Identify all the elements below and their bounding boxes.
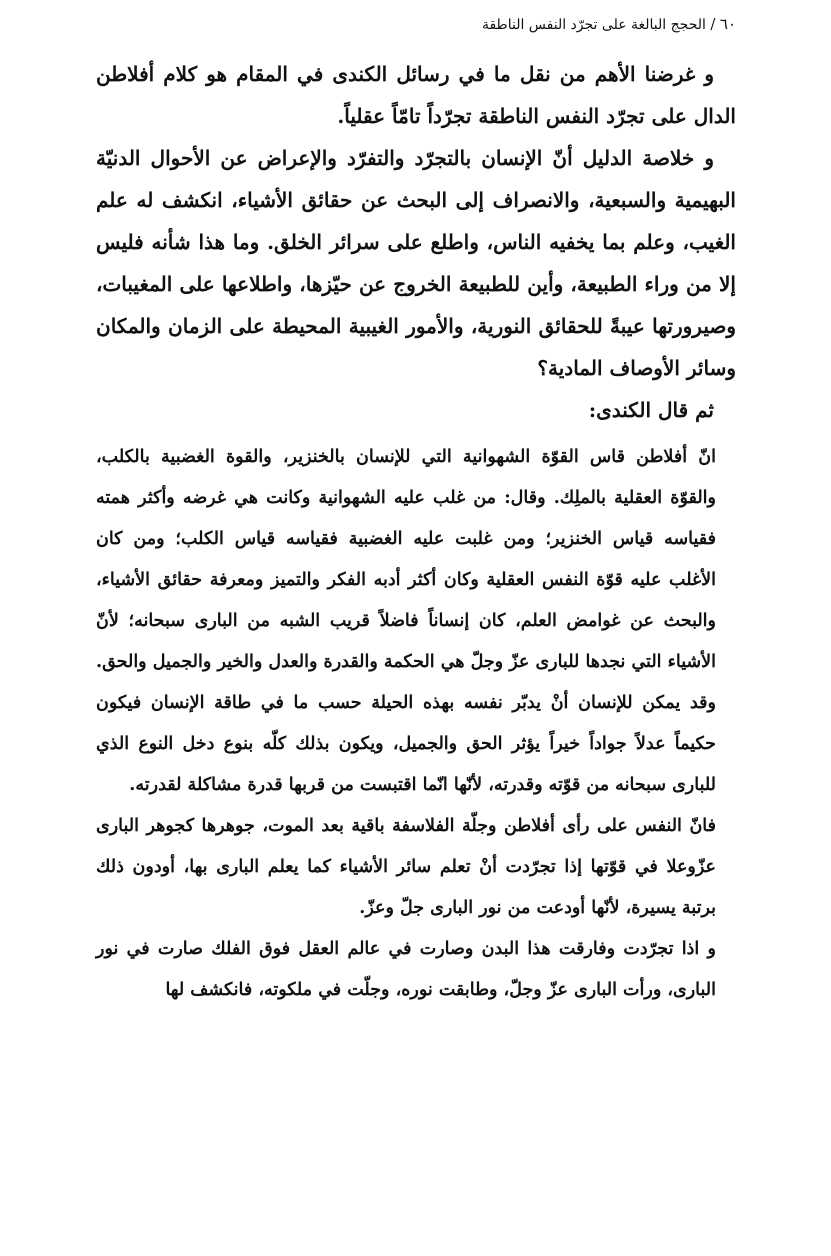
quote-paragraph-soul-survival: فانّ النفس على رأى أفلاطن وجلّة الفلاسفة باقية بعد الموت، جوهرها كجوهر الباری عزّوعلا في قوّتها إذا تجرّدت أنْ تعلم سائر الأشياء كما يعلم الباری بها، أودون ذلك برتبة يسيرة، لأنّها أودعت من نور الباری جلّ وعزّ. <box>96 816 716 918</box>
quote-paragraph-soul-abstraction: و اذا تجرّدت وفارقت هذا البدن وصارت في عالم العقل فوق الفلك صارت في نور الباری، ورأت الباری عزّ وجلّ، وطابقت نوره، وجلّت في ملكوته، فانكشف لها <box>96 939 716 1000</box>
quote-paragraph-plato-forces: انّ أفلاطن قاس القوّة الشهوانية التي للإنسان بالخنزير، والقوة الغضبية بالكلب، والقوّة العقلية بالملِك. وقال: من غلب عليه الشهوانية وكانت هي غرضه وأكثر همته فقياسه قياس الخنزير؛ ومن غلبت عليه الغضبية فقياسه قياس الكلب؛ ومن كان الأغلب عليه قوّة النفس العقلية وكان أكثر أدبه الفكر والتميز ومعرفة حقائق الأشياء، والبحث عن غوامض العلم، كان إنساناً فاضلاً قريب الشبه من الباری سبحانه؛ لأنّ الأشياء التي نجدها للباری عزّ وجلّ هي الحكمة والقدرة والعدل والخير والجميل والحق. وقد يمكن للإنسان أنْ يدبّر نفسه بهذه الحيلة حسب ما في طاقة الإنسان فيكون حكيماً عدلاً جواداً خيراً يؤثر الحق والجميل، ويكون بذلك كلّه بنوع دخل النوع الذي للباری سبحانه من قوّته وقدرته، لأنّها انّما اقتبست من قربها قدرة مشاكلة لقدرته. <box>96 447 716 795</box>
page-number: ٦٠ <box>719 15 736 33</box>
paragraph-summary: و خلاصة الدليل أنّ الإنسان بالتجرّد والتفرّد والإعراض عن الأحوال الدنيّة البهيمية والسبعية، والانصراف إلى البحث عن حقائق الأشياء، انكشف له علم الغيب، وعلم بما يخفيه الناس، واطلع على سرائر الخلق. وما هذا شأنه فليس إلا من وراء الطبيعة، وأين للطبيعة الخروج عن حيّزها، واطلاعها على المغيبات، وصيرورتها عيبةً للحقائق النورية، والأمور الغيبية المحيطة على الزمان والمكان وسائر الأوصاف المادية؟ <box>96 146 736 380</box>
running-header <box>96 14 736 35</box>
quote-intro: ثم قال الكندی: <box>588 398 714 422</box>
page <box>96 14 736 1011</box>
header-title: الحجج البالغة على تجرّد النفس الناطقة <box>481 17 706 33</box>
header-separator: / <box>710 15 716 33</box>
paragraph-purpose: و غرضنا الأهم من نقل ما في رسائل الكندی في المقام هو كلام أفلاطن الدال على تجرّد النفس الناطقة تجرّداً تامّاً عقلياً. <box>96 62 736 128</box>
